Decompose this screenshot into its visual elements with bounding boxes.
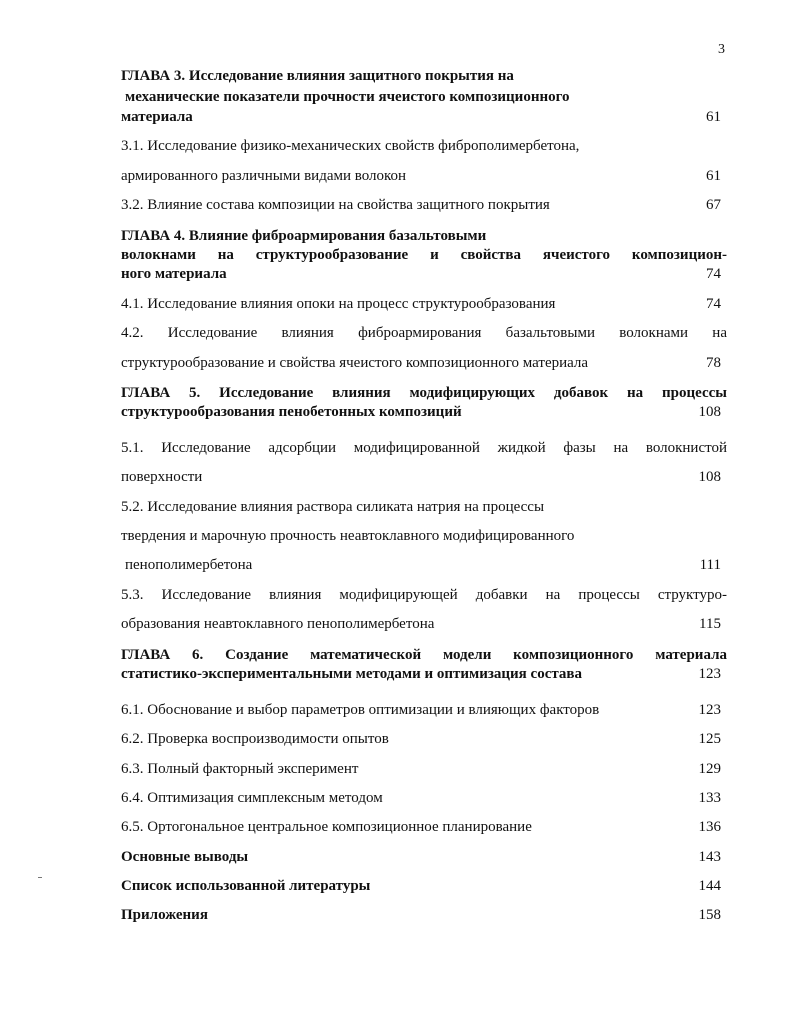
toc-references-title: Список использованной литературы [121,878,371,894]
toc-section-5-3-line-1: 5.3. Исследование влияния модифицирующей добавки на процессы структуро- [121,587,727,603]
toc-section-5-1-line-2: поверхности [121,469,203,485]
scan-speck [38,877,42,878]
toc-chapter-3-page: 61 [706,109,721,125]
toc-section-5-1-page: 108 [698,469,721,485]
toc-section-3-1-line-1: 3.1. Исследование физико-механических свойств фиброполимербетона, [121,138,580,154]
toc-section-6-2-page: 125 [698,731,721,747]
toc-chapter-3-line-1: ГЛАВА 3. Исследование влияния защитного покрытия на [121,68,514,84]
toc-section-6-2-line-1: 6.2. Проверка воспроизводимости опытов [121,731,389,747]
toc-chapter-4-line-2: волокнами на структурообразование и свойства ячеистого композицион- [121,247,727,263]
page-number: 3 [718,42,725,57]
toc-section-5-3-line-2: образования неавтоклавного пенополимербетона [121,616,435,632]
toc-section-5-2-line-3: пенополимербетона [125,557,253,573]
toc-section-6-3-line-1: 6.3. Полный факторный эксперимент [121,761,359,777]
toc-chapter-5-line-2: структурообразования пенобетонных композиций [121,404,462,420]
toc-chapter-6-line-1: ГЛАВА 6. Создание математической модели композиционного материала [121,647,727,663]
toc-section-6-4-page: 133 [698,790,721,806]
toc-references-page: 144 [698,878,721,894]
toc-appendices-page: 158 [698,907,721,923]
toc-section-6-5-page: 136 [698,819,721,835]
toc-section-4-1-line-1: 4.1. Исследование влияния опоки на процесс структурообразования [121,296,556,312]
toc-section-6-1-page: 123 [698,702,721,718]
toc-chapter-5-line-1: ГЛАВА 5. Исследование влияния модифицирующих добавок на процессы [121,385,727,401]
toc-section-6-4-line-1: 6.4. Оптимизация симплексным методом [121,790,383,806]
toc-section-5-2-line-1: 5.2. Исследование влияния раствора силиката натрия на процессы [121,499,545,515]
toc-chapter-3-line-2: механические показатели прочности ячеистого композиционного [125,89,570,105]
toc-conclusions-title: Основные выводы [121,849,249,865]
toc-section-4-2-page: 78 [706,355,721,371]
toc-section-4-2-line-1: 4.2. Исследование влияния фиброармирования базальтовыми волокнами на [121,325,727,341]
toc-section-4-2-line-2: структурообразование и свойства ячеистого композиционного материала [121,355,589,371]
toc-chapter-4-page: 74 [706,266,721,282]
toc-section-6-3-page: 129 [698,761,721,777]
toc-chapter-6-line-2: статистико-экспериментальными методами и оптимизация состава [121,666,583,682]
toc-section-3-2-line-1: 3.2. Влияние состава композиции на свойства защитного покрытия [121,197,550,213]
toc-chapter-3-line-3: материала [121,109,193,125]
toc-chapter-4-line-3: ного материала [121,266,227,282]
toc-section-6-5-line-1: 6.5. Ортогональное центральное композиционное планирование [121,819,532,835]
toc-section-5-2-line-2: твердения и марочную прочность неавтоклавного модифицированного [121,528,575,544]
toc-section-5-2-page: 111 [699,557,721,573]
toc-section-3-1-line-2: армированного различными видами волокон [121,168,407,184]
toc-chapter-6-page: 123 [698,666,721,682]
toc-section-3-2-page: 67 [706,197,721,213]
toc-appendices-title: Приложения [121,907,208,923]
toc-conclusions-page: 143 [698,849,721,865]
toc-section-5-1-line-1: 5.1. Исследование адсорбции модифицированной жидкой фазы на волокнистой [121,440,727,456]
toc-chapter-4-line-1: ГЛАВА 4. Влияние фиброармирования базальтовыми [121,228,487,244]
toc-section-4-1-page: 74 [706,296,721,312]
toc-section-3-1-page: 61 [706,168,721,184]
toc-chapter-5-page: 108 [698,404,721,420]
toc-section-5-3-page: 115 [699,616,721,632]
toc-section-6-1-line-1: 6.1. Обоснование и выбор параметров оптимизации и влияющих факторов [121,702,600,718]
